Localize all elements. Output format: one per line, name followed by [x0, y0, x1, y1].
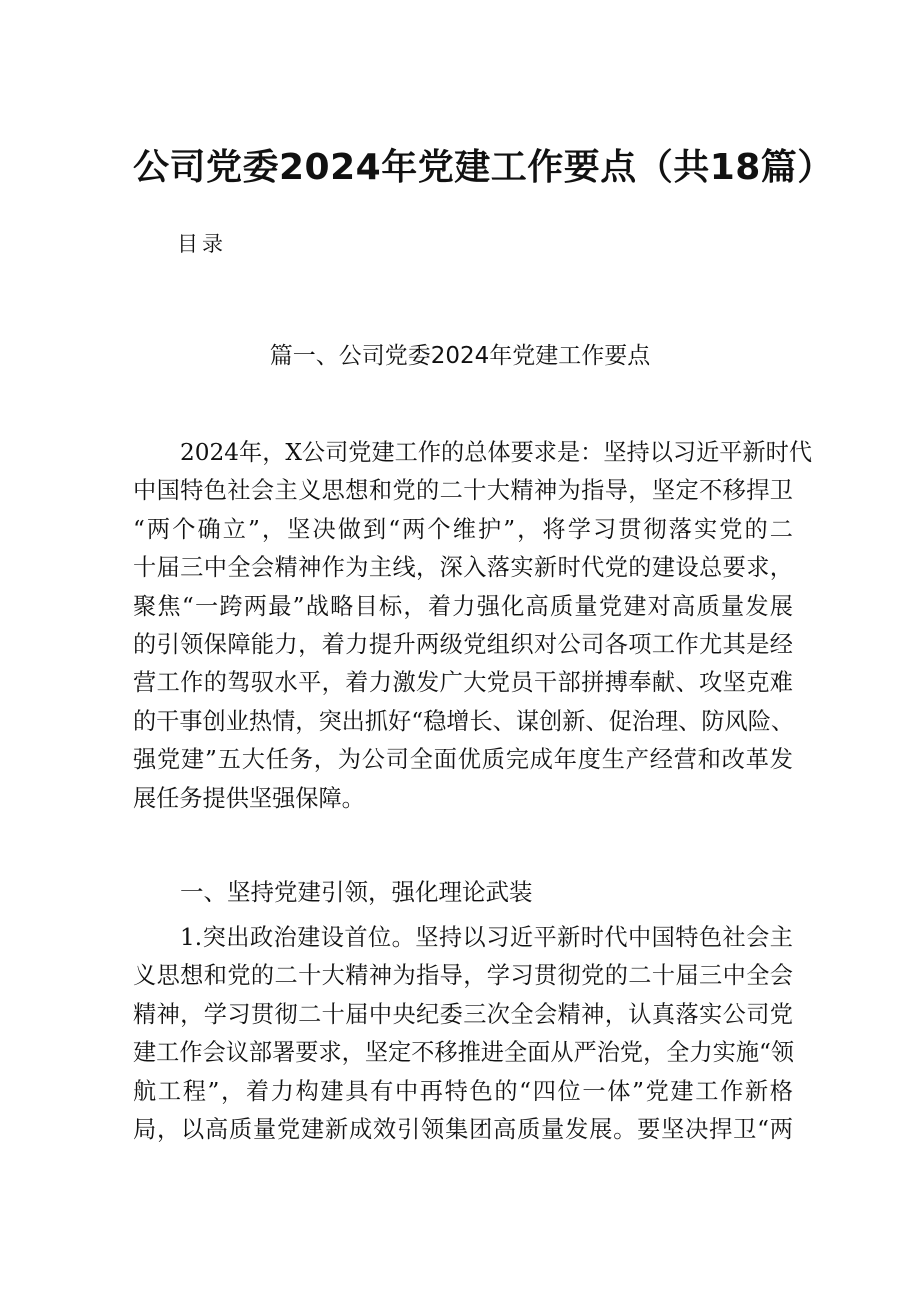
- item-1-paragraph: [133, 919, 793, 1149]
- paragraph-line: 强党建”五大任务，为公司全面优质完成年度生产经营和改革发: [133, 746, 793, 774]
- document-title: 公司党委2024年党建工作要点（共18篇）: [133, 147, 834, 188]
- paragraph-line: 聚焦“一跨两最”战略目标，着力强化高质量党建对高质量发展: [133, 592, 793, 620]
- paragraph-line: 的引领保障能力，着力提升两级党组织对公司各项工作尤其是经: [133, 630, 793, 658]
- paragraph-line: 十届三中全会精神作为主线，深入落实新时代党的建设总要求，: [133, 554, 793, 582]
- section-heading: 一、坚持党建引领，强化理论武装: [180, 878, 533, 906]
- paragraph-line: 展任务提供坚强保障。: [133, 784, 365, 812]
- paragraph-line: 2024年，X公司党建工作的总体要求是：坚持以习近平新时代: [180, 439, 813, 466]
- chapter-title: 篇一、公司党委2024年党建工作要点: [269, 343, 651, 369]
- paragraph-line: 1.突出政治建设首位。坚持以习近平新时代中国特色社会主: [180, 924, 793, 951]
- paragraph-line: “两个确立”，坚决做到“两个维护”，将学习贯彻落实党的二: [133, 515, 793, 543]
- paragraph-line: 的干事创业热情，突出抓好“稳增长、谋创新、促治理、防风险、: [133, 707, 795, 735]
- intro-paragraph: [133, 434, 813, 818]
- paragraph-line: 中国特色社会主义思想和党的二十大精神为指导，坚定不移捍卫: [133, 477, 793, 505]
- paragraph-line: 建工作会议部署要求，坚定不移推进全面从严治党，全力实施“领: [133, 1039, 795, 1067]
- paragraph-line: 精神，学习贯彻二十届中央纪委三次全会精神，认真落实公司党: [133, 1000, 793, 1028]
- paragraph-line: 航工程”，着力构建具有中再特色的“四位一体”党建工作新格: [133, 1077, 793, 1105]
- paragraph-line: 营工作的驾驭水平，着力激发广大党员干部拼搏奉献、攻坚克难: [133, 669, 793, 697]
- paragraph-line: 局，以高质量党建新成效引领集团高质量发展。要坚决捍卫“两: [133, 1115, 793, 1143]
- paragraph-line: 义思想和党的二十大精神为指导，学习贯彻党的二十届三中全会: [133, 962, 793, 990]
- table-of-contents-label: 目录: [177, 232, 227, 256]
